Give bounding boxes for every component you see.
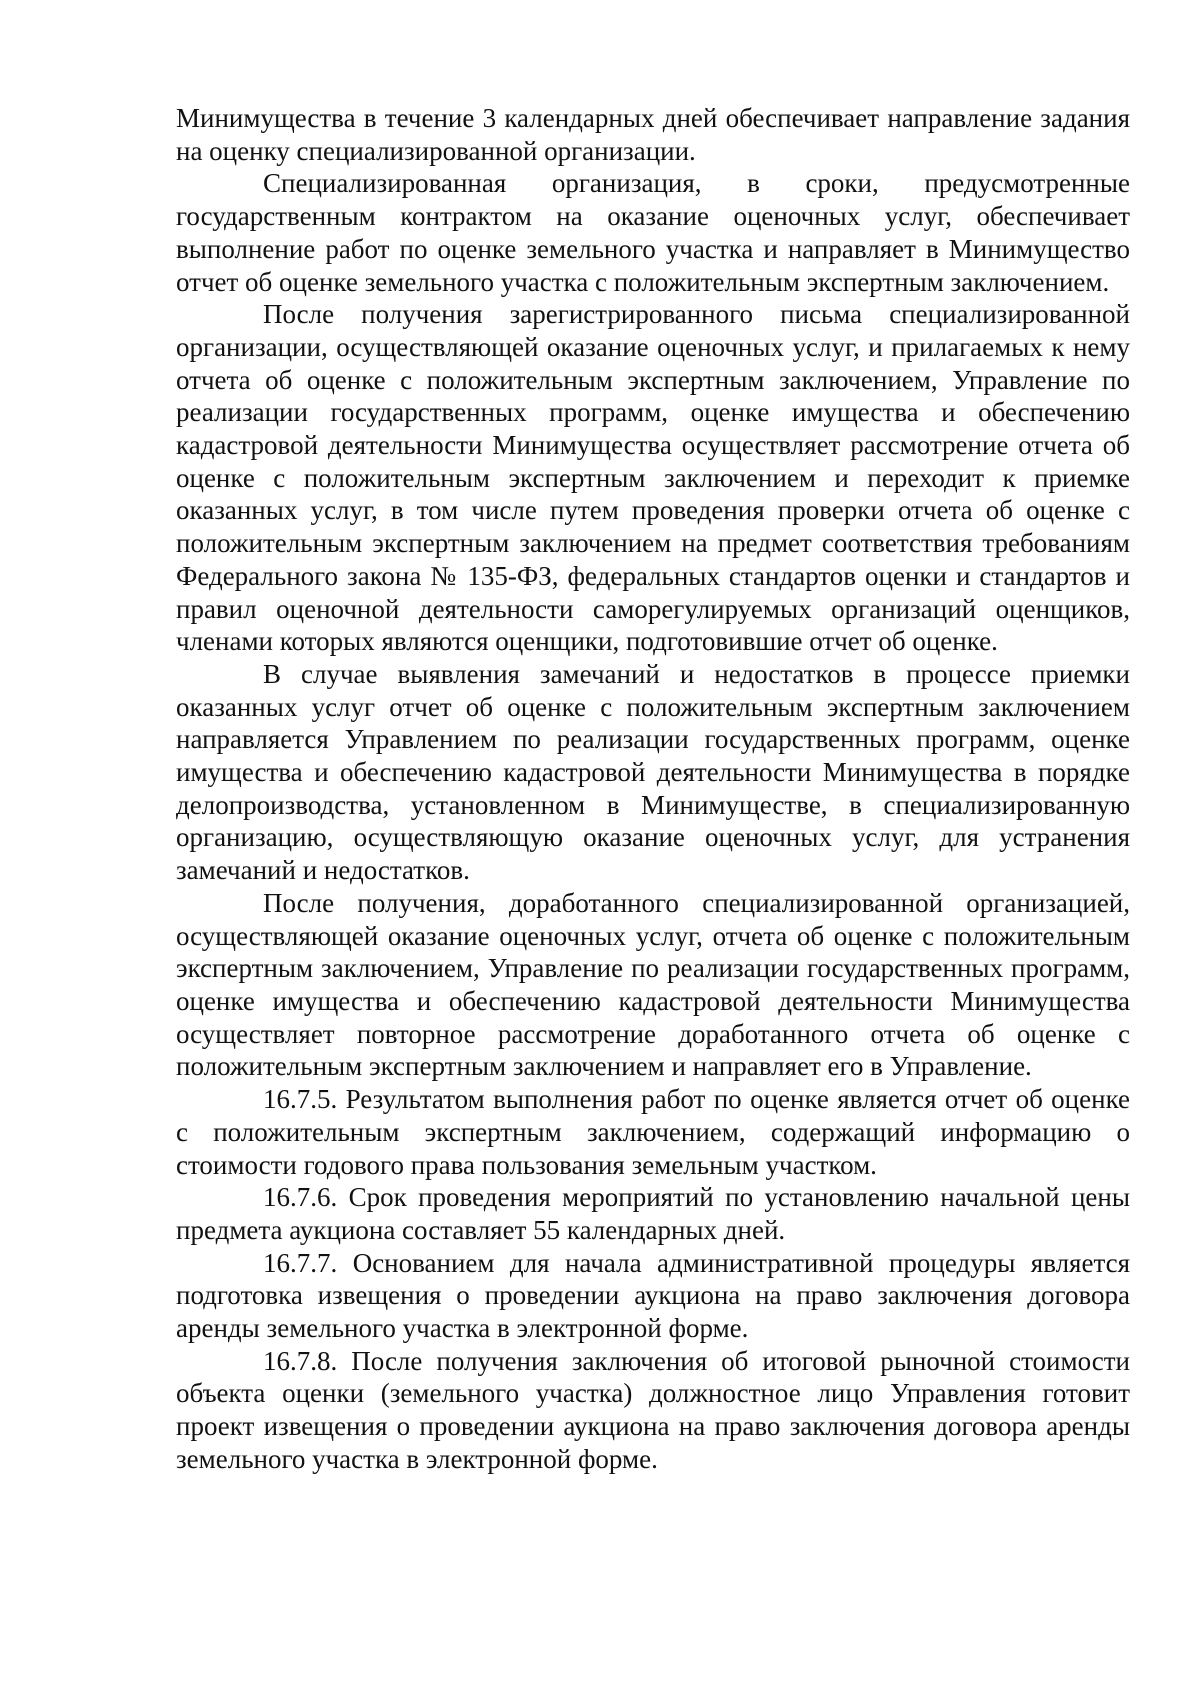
paragraph-1: Минимущества в течение 3 календарных дней обеспечивает направление задания на оценку специализированной организации.	[176, 103, 1130, 166]
paragraph-16-7-7: 16.7.7. Основанием для начала административной процедуры является подготовка извещения о проведении аукциона на право заключения договора аренды земельного участка в электронной форме.	[176, 1247, 1130, 1344]
paragraph-2: Специализированная организация, в сроки, предусмотренные государственным контрактом на оказание оценочных услуг, обеспечивает выполнение работ по оценке земельного участка и направляет в Минимущество отчет об оценке земельного участка с положительным экспертным заключением.	[176, 168, 1130, 297]
paragraph-5: После получения, доработанного специализированной организацией, осуществляющей оказание оценочных услуг, отчета об оценке с положительным экспертным заключением, Управление по реализации государственных программ, оценке имущества и обеспечению кадастровой деятельности Минимущества осуществляет повторное рассмотрение доработанного отчета об оценке с положительным экспертным заключением и направляет его в Управление.	[176, 887, 1130, 1082]
paragraph-16-7-6: 16.7.6. Срок проведения мероприятий по установлению начальной цены предмета аукциона составляет 55 календарных дней.	[176, 1182, 1130, 1245]
paragraph-16-7-8: 16.7.8. После получения заключения об итоговой рыночной стоимости объекта оценки (земельного участка) должностное лицо Управления готовит проект извещения о проведении аукциона на право заключения договора аренды земельного участка в электронной форме.	[176, 1345, 1130, 1474]
document-page	[176, 102, 1130, 1476]
paragraph-3: После получения зарегистрированного письма специализированной организации, осуществляющей оказание оценочных услуг, и прилагаемых к нему отчета об оценке с положительным экспертным заключением, Управление по реализации государственных программ, оценке имущества и обеспечению кадастровой деятельности Минимущества осуществляет рассмотрение отчета об оценке с положительным экспертным заключением и переходит к приемке оказанных услуг, в том числе путем проведения проверки отчета об оценке с положительным экспертным заключением на предмет соответствия требованиям Федерального закона № 135-ФЗ, федеральных стандартов оценки и стандартов и правил оценочной деятельности саморегулируемых организаций оценщиков, членами которых являются оценщики, подготовившие отчет об оценке.	[176, 299, 1130, 657]
paragraph-16-7-5: 16.7.5. Результатом выполнения работ по оценке является отчет об оценке с положительным экспертным заключением, содержащий информацию о стоимости годового права пользования земельным участком.	[176, 1084, 1130, 1180]
paragraph-4: В случае выявления замечаний и недостатков в процессе приемки оказанных услуг отчет об оценке с положительным экспертным заключением направляется Управлением по реализации государственных программ, оценке имущества и обеспечению кадастровой деятельности Минимущества в порядке делопроизводства, установленном в Минимуществе, в специализированную организацию, осуществляющую оказание оценочных услуг, для устранения замечаний и недостатков.	[176, 658, 1130, 886]
